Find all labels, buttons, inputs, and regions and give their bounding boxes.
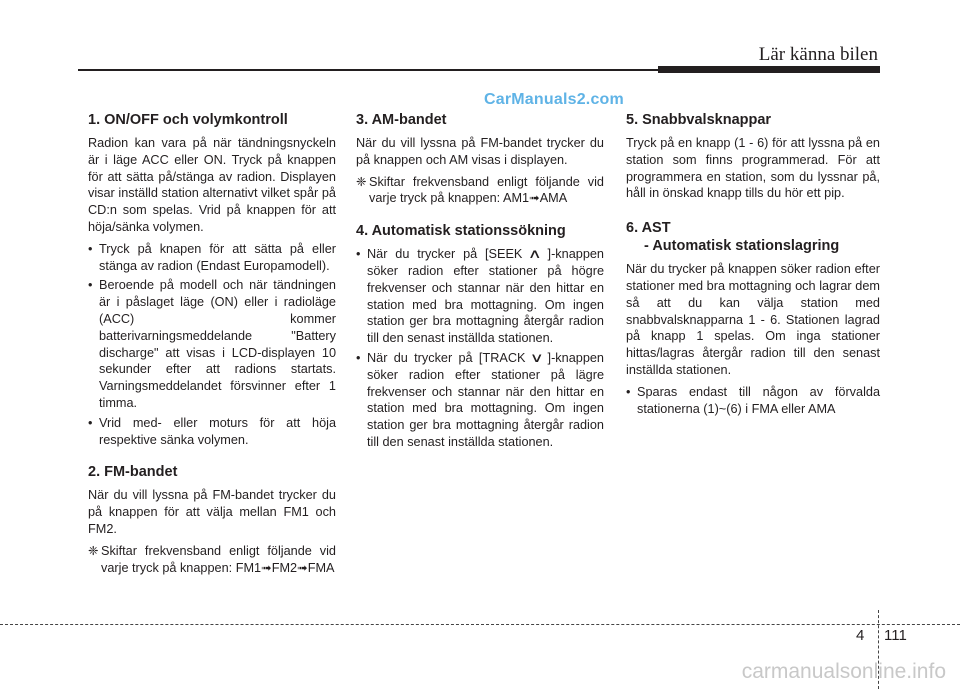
heading-presets: 5. Snabbvalsknappar: [626, 112, 772, 128]
note-fm-text: Skiftar frekvensband enligt följande vid varje tryck på knappen: FM1➟FM2➟FMA: [101, 543, 336, 575]
column-middle: [356, 111, 604, 454]
note-am-text: Skiftar frekvensband enligt följande vid varje tryck på knappen: AM1➟AMA: [369, 174, 604, 206]
note-am: [356, 174, 604, 208]
watermark-top: CarManuals2.com: [484, 91, 624, 108]
chevron-down-icon: ∨: [529, 349, 544, 365]
bullet-track-text-a: När du trycker på [TRACK: [367, 350, 532, 365]
note-fm: [88, 543, 336, 577]
heading-fm-band: 2. FM-bandet: [88, 464, 178, 481]
chapter-number: 4: [856, 627, 865, 644]
column-right: [626, 111, 880, 420]
watermark-bottom: carmanualsonline.info: [741, 660, 946, 683]
chevron-up-icon: ∧: [527, 246, 543, 262]
heading-ast: [626, 219, 880, 255]
bullet-track-text-b: ]-knappen söker radion efter stationer på lägre frekvenser och stannar när den hittar en station med bra mottagning. Om ingen station ger bra mottagning återgår radion till den senast inställda stationen.: [367, 350, 604, 449]
header-rule: [78, 69, 658, 71]
section-title: Lär känna bilen: [758, 44, 878, 65]
bullet-battery: • Beroende på modell och när tändningen är i påslaget läge (ON) eller i radioläge (ACC) kommer batterivarningsmeddelande "Battery discharge" att visas i LCD-displayen 10 sekunder efter att radions startats. Varningsmeddelandet försvinner efter 1 timma.: [88, 277, 336, 411]
paragraph-fm: När du vill lyssna på FM-bandet trycker du på knappen för att välja mellan FM1 och FM2.: [88, 488, 336, 536]
bullet-volume: • Vrid med- eller moturs för att höja respektive sänka volymen.: [88, 415, 336, 449]
note-mark-icon: ❈: [356, 174, 367, 189]
heading-ast-main: 6. AST: [626, 220, 671, 237]
heading-on-off-volume: 1. ON/OFF och volymkontroll: [88, 112, 288, 128]
bullet-ast: • Sparas endast till någon av förvalda stationerna (1)~(6) i FMA eller AMA: [626, 384, 880, 418]
paragraph-presets: Tryck på en knapp (1 - 6) för att lyssna på en station som finns programmerad. För att programmera en station, som du lyssnar på, håll in önskad knapp tills du hör ett pip.: [626, 136, 880, 201]
bullet-seek-text-a: När du trycker på [SEEK: [367, 247, 531, 262]
heading-am-band: 3. AM-bandet: [356, 112, 447, 128]
bullet-seek-text-b: ]-knappen söker radion efter stationer på högre frekvenser och stannar när den hittar en station med bra mottagning. Om ingen station ger bra mottagning återgår radion till den senast inställda stationen.: [367, 247, 604, 346]
heading-auto-seek: 4. Automatisk stationssökning: [356, 223, 566, 240]
paragraph-am: När du vill lyssna på FM-bandet trycker du på knappen och AM visas i displayen.: [356, 136, 604, 167]
bullet-europe: • Tryck på knapen för att sätta på eller stänga av radion (Endast Europamodell).: [88, 241, 336, 275]
paragraph-on-off: Radion kan vara på när tändningsnyckeln är i läge ACC eller ON. Tryck på knappen för att sätta på/stänga av radion. Displayen visar inställd station alternativt vilket spår på CD:n som spelas. Vrid på knappen för att höja/sänka volymen.: [88, 136, 336, 234]
footer-rule: [0, 624, 960, 625]
page-number: 111: [884, 627, 907, 644]
heading-ast-sub: - Automatisk stationslagring: [644, 238, 840, 255]
note-mark-icon: ❈: [88, 543, 99, 558]
bullet-track: [356, 350, 604, 451]
paragraph-ast: När du trycker på knappen söker radion efter stationer med bra mottagning och lagrar dem så att du kan välja station med snabbvalsknapparna 1 - 6. Stationen lagrad på knapp 1 spelas. Om inga stationer hittas/lagras återgår radion till den senast inställda stationen.: [626, 262, 880, 377]
bullet-seek: [356, 246, 604, 347]
header-bar: [658, 66, 880, 73]
column-left: [88, 111, 336, 579]
